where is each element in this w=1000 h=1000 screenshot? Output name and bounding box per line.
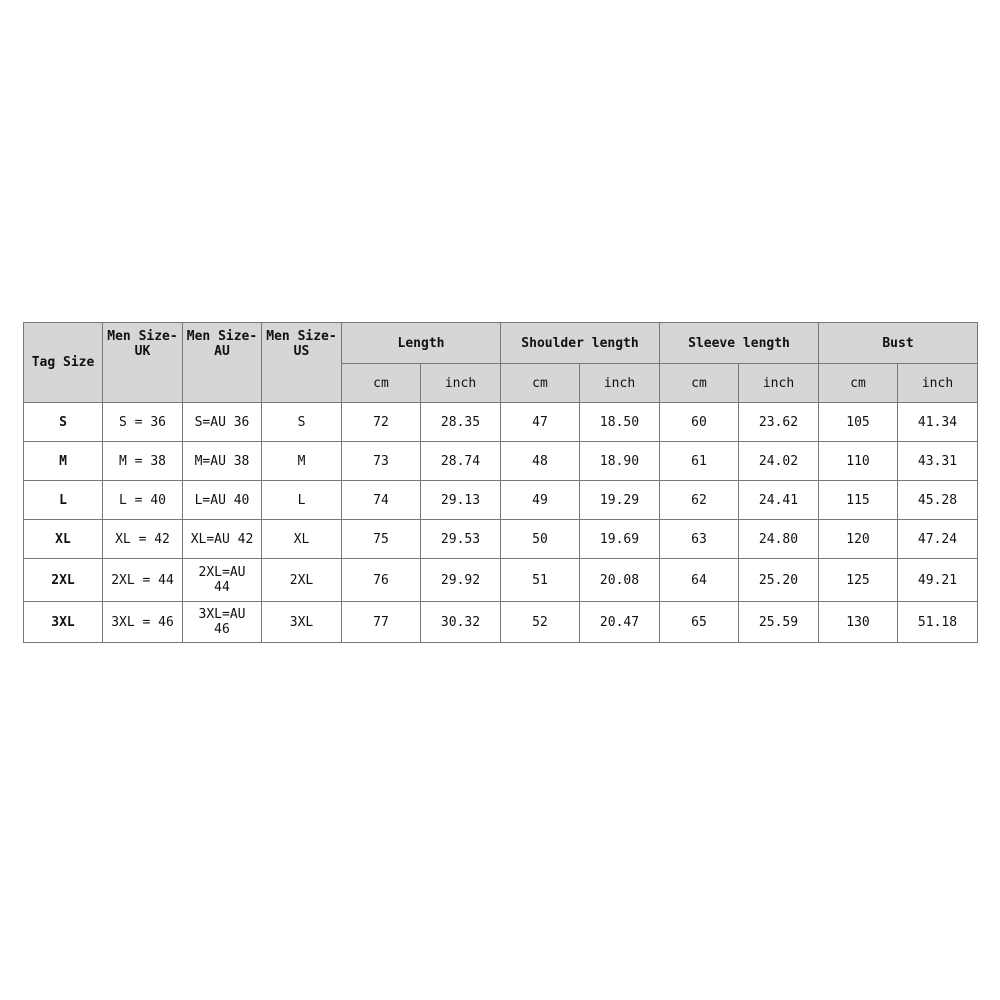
cell-shoulder-inch: 18.90 xyxy=(580,442,660,481)
cell-shoulder-inch: 20.08 xyxy=(580,559,660,602)
cell-size-uk: S = 36 xyxy=(103,403,183,442)
cell-tag-size: 3XL xyxy=(24,602,103,643)
header-unit: cm xyxy=(342,364,421,403)
header-sleeve-length: Sleeve length xyxy=(660,323,819,364)
cell-size-us: 2XL xyxy=(262,559,342,602)
cell-sleeve-inch: 23.62 xyxy=(739,403,819,442)
cell-length-cm: 76 xyxy=(342,559,421,602)
cell-length-cm: 73 xyxy=(342,442,421,481)
cell-sleeve-inch: 25.59 xyxy=(739,602,819,643)
cell-length-inch: 30.32 xyxy=(421,602,501,643)
cell-size-us: 3XL xyxy=(262,602,342,643)
cell-size-au: 2XL=AU 44 xyxy=(183,559,262,602)
cell-sleeve-inch: 25.20 xyxy=(739,559,819,602)
cell-size-au: XL=AU 42 xyxy=(183,520,262,559)
table-row xyxy=(24,559,978,602)
cell-tag-size: M xyxy=(24,442,103,481)
cell-size-au: S=AU 36 xyxy=(183,403,262,442)
cell-shoulder-inch: 19.29 xyxy=(580,481,660,520)
table-row xyxy=(24,403,978,442)
cell-bust-cm: 115 xyxy=(819,481,898,520)
cell-tag-size: 2XL xyxy=(24,559,103,602)
cell-size-uk: L = 40 xyxy=(103,481,183,520)
cell-bust-cm: 105 xyxy=(819,403,898,442)
cell-length-inch: 29.92 xyxy=(421,559,501,602)
cell-sleeve-cm: 60 xyxy=(660,403,739,442)
cell-length-inch: 29.53 xyxy=(421,520,501,559)
cell-size-au: 3XL=AU 46 xyxy=(183,602,262,643)
cell-size-uk: M = 38 xyxy=(103,442,183,481)
cell-shoulder-cm: 52 xyxy=(501,602,580,643)
size-table xyxy=(23,322,978,643)
cell-size-uk: 3XL = 46 xyxy=(103,602,183,643)
cell-tag-size: S xyxy=(24,403,103,442)
header-unit: inch xyxy=(421,364,501,403)
header-bust: Bust xyxy=(819,323,978,364)
cell-size-au: M=AU 38 xyxy=(183,442,262,481)
cell-sleeve-cm: 64 xyxy=(660,559,739,602)
cell-shoulder-cm: 48 xyxy=(501,442,580,481)
cell-sleeve-inch: 24.80 xyxy=(739,520,819,559)
cell-size-us: L xyxy=(262,481,342,520)
cell-bust-cm: 130 xyxy=(819,602,898,643)
cell-shoulder-cm: 49 xyxy=(501,481,580,520)
cell-size-uk: XL = 42 xyxy=(103,520,183,559)
header-unit: inch xyxy=(739,364,819,403)
cell-shoulder-cm: 51 xyxy=(501,559,580,602)
cell-sleeve-cm: 63 xyxy=(660,520,739,559)
cell-bust-inch: 41.34 xyxy=(898,403,978,442)
cell-bust-inch: 49.21 xyxy=(898,559,978,602)
cell-length-cm: 77 xyxy=(342,602,421,643)
header-unit: cm xyxy=(501,364,580,403)
cell-size-uk: 2XL = 44 xyxy=(103,559,183,602)
cell-shoulder-inch: 20.47 xyxy=(580,602,660,643)
cell-size-us: S xyxy=(262,403,342,442)
cell-shoulder-cm: 47 xyxy=(501,403,580,442)
header-tag-size: Tag Size xyxy=(24,323,103,403)
cell-size-us: M xyxy=(262,442,342,481)
cell-sleeve-inch: 24.02 xyxy=(739,442,819,481)
cell-sleeve-inch: 24.41 xyxy=(739,481,819,520)
cell-bust-cm: 120 xyxy=(819,520,898,559)
header-unit: inch xyxy=(898,364,978,403)
cell-tag-size: L xyxy=(24,481,103,520)
cell-sleeve-cm: 65 xyxy=(660,602,739,643)
cell-size-au: L=AU 40 xyxy=(183,481,262,520)
header-men-size-uk: Men Size-UK xyxy=(103,323,183,403)
size-chart xyxy=(23,322,978,643)
table-row xyxy=(24,602,978,643)
header-men-size-us: Men Size-US xyxy=(262,323,342,403)
cell-bust-inch: 47.24 xyxy=(898,520,978,559)
cell-tag-size: XL xyxy=(24,520,103,559)
cell-length-cm: 74 xyxy=(342,481,421,520)
header-unit: inch xyxy=(580,364,660,403)
cell-length-inch: 29.13 xyxy=(421,481,501,520)
table-row xyxy=(24,481,978,520)
cell-shoulder-inch: 19.69 xyxy=(580,520,660,559)
cell-length-inch: 28.74 xyxy=(421,442,501,481)
cell-shoulder-cm: 50 xyxy=(501,520,580,559)
cell-sleeve-cm: 62 xyxy=(660,481,739,520)
cell-bust-inch: 43.31 xyxy=(898,442,978,481)
cell-length-cm: 72 xyxy=(342,403,421,442)
cell-size-us: XL xyxy=(262,520,342,559)
header-length: Length xyxy=(342,323,501,364)
header-men-size-au: Men Size-AU xyxy=(183,323,262,403)
cell-length-cm: 75 xyxy=(342,520,421,559)
cell-sleeve-cm: 61 xyxy=(660,442,739,481)
cell-bust-inch: 45.28 xyxy=(898,481,978,520)
cell-shoulder-inch: 18.50 xyxy=(580,403,660,442)
table-row xyxy=(24,520,978,559)
cell-bust-cm: 125 xyxy=(819,559,898,602)
table-row xyxy=(24,442,978,481)
cell-bust-inch: 51.18 xyxy=(898,602,978,643)
header-unit: cm xyxy=(819,364,898,403)
cell-length-inch: 28.35 xyxy=(421,403,501,442)
header-shoulder-length: Shoulder length xyxy=(501,323,660,364)
cell-bust-cm: 110 xyxy=(819,442,898,481)
header-unit: cm xyxy=(660,364,739,403)
